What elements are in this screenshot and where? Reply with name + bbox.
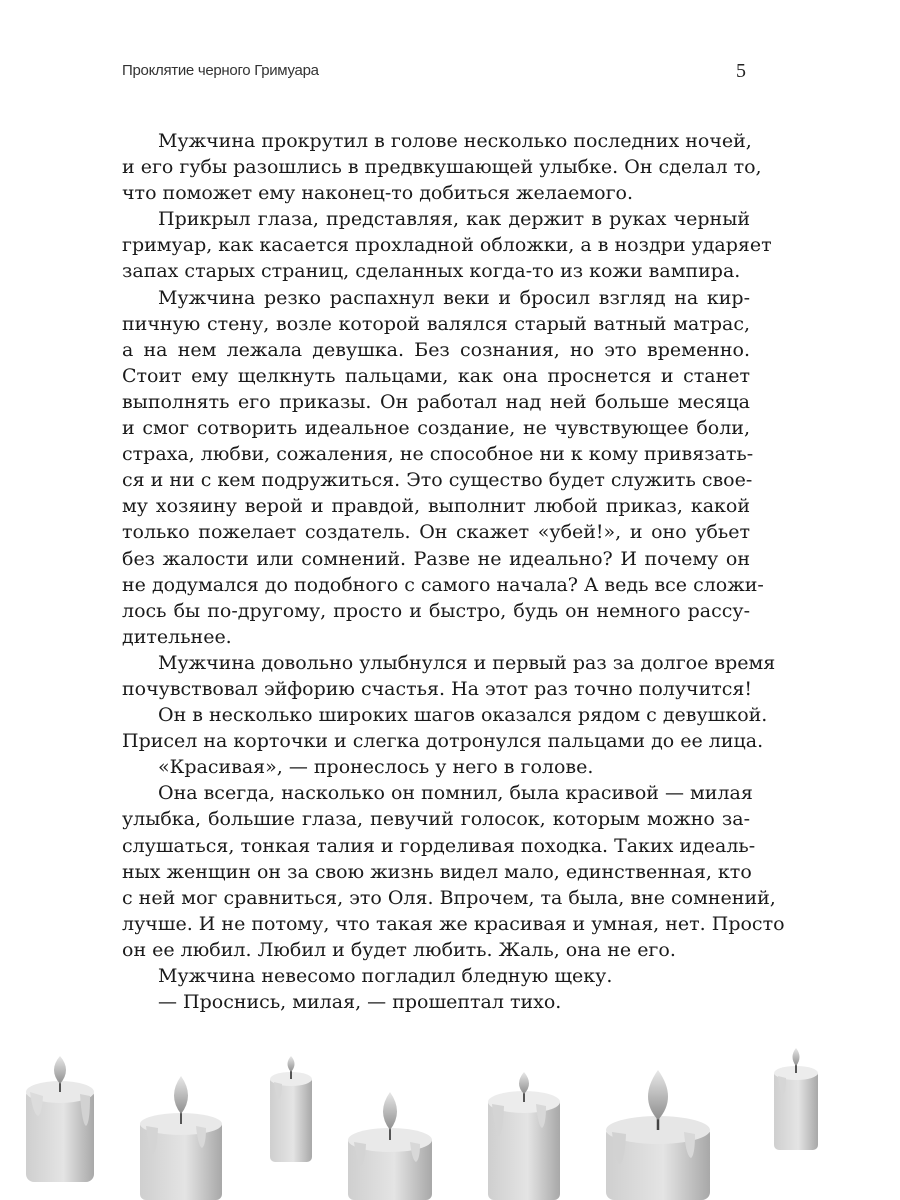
text-line: — Проснись, милая, — прошептал тихо. bbox=[158, 991, 562, 1014]
text-line: и его губы разошлись в предвкушающей улыбке. Он сделал то, bbox=[122, 156, 762, 179]
text-line: Прикрыл глаза, представляя, как держит в руках черный bbox=[158, 208, 750, 231]
text-line: а на нем лежала девушка. Без сознания, но это временно. bbox=[122, 338, 750, 361]
text-line: слушаться, тонкая талия и горделивая походка. Таких идеаль- bbox=[122, 834, 756, 857]
text-line: Мужчина довольно улыбнулся и первый раз за долгое время bbox=[158, 651, 776, 674]
page-number: 5 bbox=[736, 60, 746, 82]
text-line: гримуар, как касается прохладной обложки, а в ноздри ударяет bbox=[122, 234, 772, 257]
text-line: Стоит ему щелкнуть пальцами, как она проснется и станет bbox=[122, 364, 750, 387]
candle-icon bbox=[348, 1092, 432, 1200]
text-line: с ней мог сравниться, это Оля. Впрочем, та была, вне сомнений, bbox=[122, 886, 776, 909]
text-line: почувствовал эйфорию счастья. На этот раз точно получится! bbox=[122, 677, 753, 700]
text-line: и смог сотворить идеальное создание, не чувствующее боли, bbox=[122, 417, 750, 440]
text-line: улыбка, большие глаза, певучий голосок, которым можно за- bbox=[122, 808, 750, 831]
text-line: Присел на корточки и слегка дотронулся пальцами до ее лица. bbox=[122, 730, 764, 753]
text-line: не додумался до подобного с самого начала? А ведь все сложи- bbox=[122, 573, 764, 596]
text-line: Мужчина невесомо погладил бледную щеку. bbox=[158, 965, 613, 987]
text-line: пичную стену, возле которой валялся старый ватный матрас, bbox=[122, 312, 750, 335]
text-line: Мужчина резко распахнул веки и бросил взгляд на кир- bbox=[158, 286, 750, 309]
text-line: запах старых страниц, сделанных когда-то из кожи вампира. bbox=[122, 260, 741, 283]
text-line: Он в несколько широких шагов оказался рядом с девушкой. bbox=[158, 704, 768, 727]
text-line: лучше. И не потому, что такая же красивая и умная, нет. Просто bbox=[122, 912, 785, 935]
text-line: ных женщин он за свою жизнь видел мало, единственная, кто bbox=[122, 860, 752, 883]
text-line: ся и ни с кем подружиться. Это существо будет служить свое- bbox=[122, 469, 753, 492]
text-line: только пожелает создатель. Он скажет «убей!», и оно убьет bbox=[122, 521, 750, 544]
candle-icon bbox=[774, 1048, 818, 1150]
running-title: Проклятие черного Гримуара bbox=[122, 62, 319, 79]
text-line: что поможет ему наконец-то добиться желаемого. bbox=[122, 182, 634, 205]
text-line: му хозяину верой и правдой, выполнит любой приказ, какой bbox=[122, 495, 750, 518]
text-line: выполнять его приказы. Он работал над ней больше месяца bbox=[122, 390, 750, 413]
body-text bbox=[122, 128, 785, 1015]
candle-icon bbox=[488, 1072, 560, 1200]
candle-icon bbox=[140, 1076, 222, 1200]
candle-icon bbox=[270, 1056, 312, 1162]
text-line: Мужчина прокрутил в голове несколько последних ночей, bbox=[158, 130, 752, 152]
candle-icon bbox=[606, 1070, 710, 1200]
text-line: дительнее. bbox=[122, 625, 232, 648]
text-line: он ее любил. Любил и будет любить. Жаль, она не его. bbox=[122, 938, 676, 961]
text-line: лось бы по-другому, просто и быстро, будь он немного рассу- bbox=[122, 599, 750, 622]
text-line: Она всегда, насколько он помнил, была красивой — милая bbox=[158, 782, 753, 805]
candle-icon bbox=[26, 1056, 94, 1182]
text-line: «Красивая», — пронеслось у него в голове. bbox=[158, 756, 594, 779]
candles-illustration-icon bbox=[0, 1040, 900, 1200]
text-line: страха, любви, сожаления, не способное ни к кому привязать- bbox=[122, 443, 754, 466]
text-line: без жалости или сомнений. Разве не идеально? И почему он bbox=[122, 547, 750, 570]
